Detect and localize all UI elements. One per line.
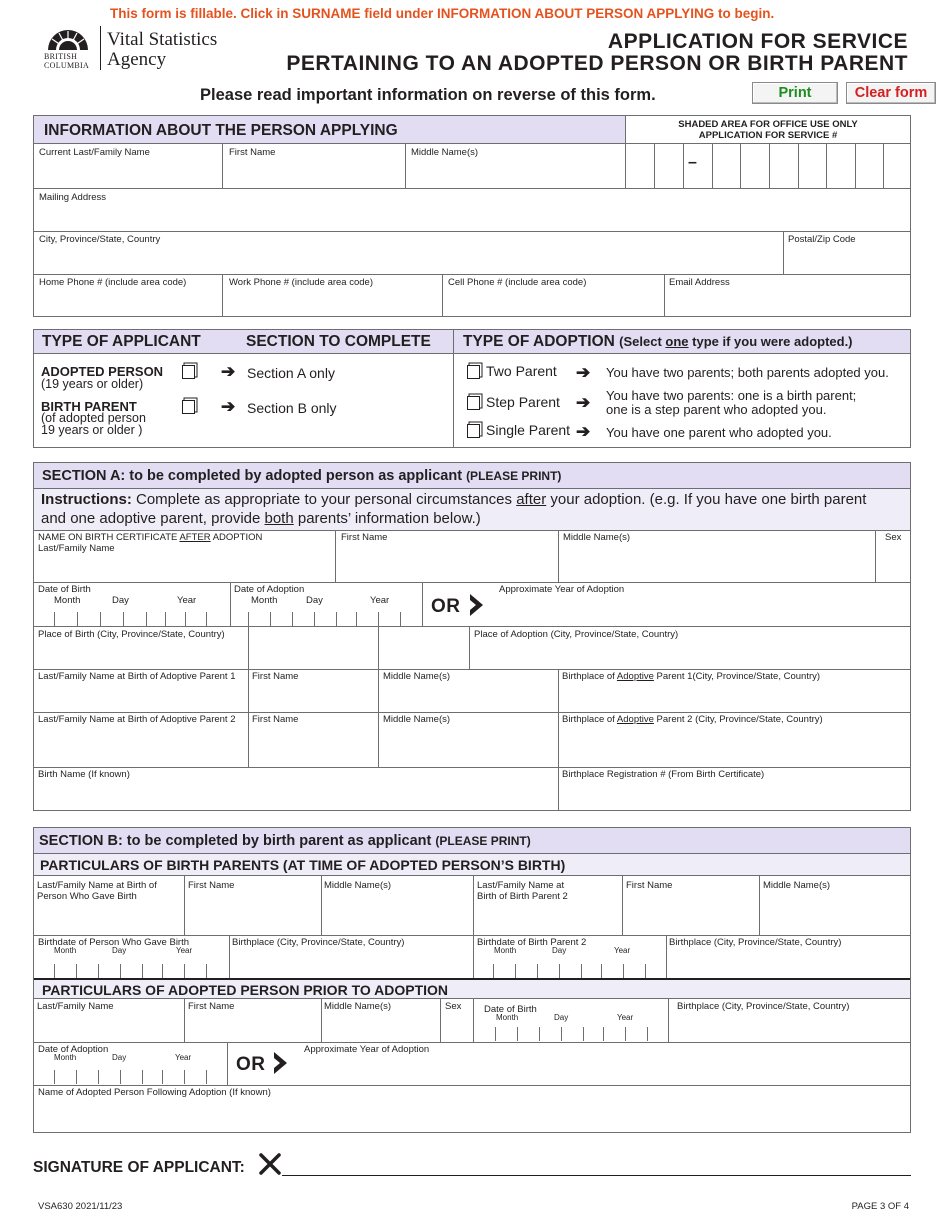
cert-middle-name-label: Middle Name(s): [563, 532, 631, 543]
cert-last-name-input[interactable]: [34, 555, 335, 582]
bp2-middle-input[interactable]: [760, 891, 910, 935]
particulars-parents-heading: PARTICULARS OF BIRTH PARENTS (AT TIME OF ADOPTED PERSON’S BIRTH): [34, 854, 910, 876]
bp2-day-label: Day: [552, 946, 567, 955]
read-info-note: Please read important information on reverse of this form.: [200, 86, 656, 104]
adopted-person-label: ADOPTED PERSON: [41, 364, 164, 379]
registration-number-input[interactable]: [559, 780, 910, 810]
bp2-birthplace-input[interactable]: [667, 948, 910, 978]
adopted-year-label: Year: [617, 1013, 634, 1022]
place-of-birth-input[interactable]: [34, 640, 248, 669]
arrow-right-icon: ➔: [576, 393, 591, 412]
step-parent-checkbox[interactable]: [467, 396, 480, 410]
section-a: [33, 462, 911, 811]
office-use-box: SHADED AREA FOR OFFICE USE ONLY APPLICATION FOR SERVICE # –: [625, 116, 910, 188]
doa-input[interactable]: [231, 608, 422, 626]
two-parent-label: Two Parent: [486, 363, 557, 379]
cell-phone-input[interactable]: [443, 287, 664, 316]
ap2-birthplace-label: Birthplace of Adoptive Parent 2 (City, Province/State, Country): [562, 714, 823, 725]
bp2-dob-input[interactable]: [474, 958, 666, 978]
ap1-middle-label: Middle Name(s): [383, 671, 451, 682]
adopted-person-sub: (19 years or older): [41, 377, 144, 391]
adopted-dob-label: Date of Birth: [484, 1004, 537, 1015]
form-code: VSA630 2021/11/23: [38, 1201, 123, 1212]
section-a-instructions: Instructions: Complete as appropriate to your personal circumstances after your adoption. (e.g. If you have one birth parent and one adoptive parent, provide both parents’ information below.): [34, 489, 910, 530]
bp2-first-input[interactable]: [623, 891, 759, 935]
adopted-month-label: Month: [496, 1013, 519, 1022]
adopted-last-input[interactable]: [34, 1012, 184, 1042]
chevron-right-icon: [468, 592, 486, 618]
ap2-birthplace-input[interactable]: [559, 725, 910, 767]
birth-section-b: Section B only: [247, 400, 337, 416]
sex-input[interactable]: [876, 543, 910, 582]
adopted-first-input[interactable]: [185, 1012, 321, 1042]
home-phone-label: Home Phone # (include area code): [39, 277, 187, 288]
adopted-sex-input[interactable]: [441, 1012, 473, 1042]
gave-birth-first-label: First Name: [188, 880, 235, 891]
bp2-dob-label: Birthdate of Birth Parent 2: [477, 937, 587, 948]
bp2-last-input[interactable]: [474, 903, 622, 935]
single-parent-label: Single Parent: [486, 422, 571, 438]
ap2-first-label: First Name: [252, 714, 299, 725]
bp2-last-label: Last/Family Name at Birth of Birth Parent 2: [477, 880, 568, 902]
applicant-heading: INFORMATION ABOUT THE PERSON APPLYING: [34, 116, 625, 144]
gave-birth-month-label: Month: [54, 946, 77, 955]
adopted-middle-label: Middle Name(s): [324, 1001, 392, 1012]
middle-name-label: Middle Name(s): [411, 147, 479, 158]
dob-year-label: Year: [177, 595, 197, 606]
single-parent-desc: You have one parent who adopted you.: [606, 425, 832, 440]
birth-parent-sub: (of adopted person 19 years or older ): [41, 411, 146, 437]
signature-x-icon: [258, 1153, 282, 1175]
adopted-dob-input[interactable]: [474, 1024, 668, 1042]
registration-number-label: Birthplace Registration # (From Birth Certificate): [562, 769, 765, 780]
page-number: PAGE 3 OF 4: [851, 1201, 909, 1212]
section-b: [33, 827, 911, 1133]
gave-birth-last-input[interactable]: [34, 903, 184, 935]
birth-name-label: Birth Name (If known): [38, 769, 130, 780]
place-of-adoption-input[interactable]: [470, 640, 910, 669]
signature-input[interactable]: [282, 1175, 911, 1176]
print-button[interactable]: Print: [752, 82, 838, 104]
dob-input[interactable]: [34, 608, 230, 626]
birth-parent-checkbox[interactable]: [182, 400, 195, 414]
sex-label: Sex: [885, 532, 902, 543]
bp2-middle-label: Middle Name(s): [763, 880, 831, 891]
step-parent-desc: You have two parents: one is a birth parent; one is a step parent who adopted you.: [606, 388, 857, 417]
chevron-right-icon: [272, 1050, 290, 1076]
work-phone-label: Work Phone # (include area code): [229, 277, 373, 288]
ap1-birthplace-label: Birthplace of Adoptive Parent 1(City, Province/State, Country): [562, 671, 821, 682]
logo-province: BRITISH COLUMBIA: [44, 52, 90, 70]
b-doa-day-label: Day: [112, 1053, 127, 1062]
gave-birth-middle-label: Middle Name(s): [324, 880, 392, 891]
gave-birth-middle-input[interactable]: [322, 891, 473, 935]
b-approx-year-label: Approximate Year of Adoption: [304, 1044, 430, 1055]
office-dash: –: [688, 154, 697, 171]
ap2-last-label: Last/Family Name at Birth of Adoptive Parent 2: [38, 714, 236, 725]
ap1-birthplace-input[interactable]: [559, 682, 910, 712]
doa-label: Date of Adoption: [234, 584, 305, 595]
ap2-first-input[interactable]: [249, 725, 378, 767]
email-input[interactable]: [665, 287, 910, 316]
bp2-year-label: Year: [614, 946, 631, 955]
name-following-label: Name of Adopted Person Following Adoption (If known): [38, 1087, 271, 1098]
surname-label: Current Last/Family Name: [39, 147, 150, 158]
mailing-address-input[interactable]: [34, 202, 910, 230]
work-phone-input[interactable]: [223, 287, 442, 316]
birth-parent-label: BIRTH PARENT: [41, 399, 137, 414]
surname-input[interactable]: [34, 156, 222, 188]
cert-name-label: NAME ON BIRTH CERTIFICATE AFTER ADOPTION Last/Family Name: [38, 532, 263, 554]
single-parent-checkbox[interactable]: [467, 424, 480, 438]
gave-birth-first-input[interactable]: [185, 891, 321, 935]
gave-birth-last-label: Last/Family Name at Birth of Person Who Gave Birth: [37, 880, 157, 902]
adopted-first-label: First Name: [188, 1001, 235, 1012]
form-title-line1: APPLICATION FOR SERVICE: [607, 30, 908, 53]
two-parent-desc: You have two parents; both parents adopted you.: [606, 365, 889, 380]
arrow-right-icon: ➔: [221, 362, 236, 381]
ap1-last-input[interactable]: [34, 682, 248, 712]
postal-code-input[interactable]: [784, 244, 910, 273]
doa-day-label: Day: [306, 595, 323, 606]
arrow-right-icon: ➔: [576, 422, 591, 441]
adopted-section-a: Section A only: [247, 365, 335, 381]
b-or-label: OR: [236, 1054, 266, 1075]
arrow-right-icon: ➔: [221, 397, 236, 416]
ap2-last-input[interactable]: [34, 725, 248, 767]
form-title-line2: PERTAINING TO AN ADOPTED PERSON OR BIRTH PARENT: [286, 52, 908, 75]
particulars-adopted-heading: PARTICULARS OF ADOPTED PERSON PRIOR TO ADOPTION: [34, 978, 910, 999]
two-parent-checkbox[interactable]: [467, 365, 480, 379]
fillable-notice: This form is fillable. Click in SURNAME field under INFORMATION ABOUT PERSON APPLYING to begin.: [110, 6, 775, 21]
place-of-adoption-label: Place of Adoption (City, Province/State, Country): [474, 629, 679, 640]
name-following-input[interactable]: [34, 1098, 910, 1132]
cert-first-name-input[interactable]: [336, 543, 558, 582]
postal-code-label: Postal/Zip Code: [788, 234, 856, 245]
logo-agency: Vital Statistics Agency: [107, 29, 218, 70]
adopted-last-label: Last/Family Name: [37, 1001, 114, 1012]
gave-birth-year-label: Year: [176, 946, 193, 955]
adopted-sex-label: Sex: [445, 1001, 462, 1012]
adopted-person-checkbox[interactable]: [182, 365, 195, 379]
gave-birth-birthplace-label: Birthplace (City, Province/State, Country): [232, 937, 405, 948]
b-doa-label: Date of Adoption: [38, 1044, 109, 1055]
approx-year-input[interactable]: [494, 596, 910, 626]
gave-birth-dob-label: Birthdate of Person Who Gave Birth: [38, 937, 190, 948]
type-of-applicant-heading: TYPE OF APPLICANT: [42, 333, 201, 350]
cert-first-name-label: First Name: [341, 532, 388, 543]
type-of-adoption-heading: TYPE OF ADOPTION (Select one type if you were adopted.): [463, 333, 853, 350]
section-a-heading: SECTION A: to be completed by adopted person as applicant (PLEASE PRINT): [34, 463, 910, 489]
bc-sun-logo-icon: [44, 24, 92, 52]
bp2-birthplace-label: Birthplace (City, Province/State, Country): [669, 937, 842, 948]
ap2-middle-input[interactable]: [379, 725, 558, 767]
approx-year-label: Approximate Year of Adoption: [499, 584, 625, 595]
gave-birth-dob-input[interactable]: [34, 958, 229, 978]
b-doa-input[interactable]: [34, 1066, 227, 1085]
place-of-birth-label: Place of Birth (City, Province/State, Country): [38, 629, 225, 640]
first-name-label: First Name: [229, 147, 276, 158]
ap1-middle-input[interactable]: [379, 682, 558, 712]
adopted-birthplace-label: Birthplace (City, Province/State, Country): [677, 1001, 850, 1012]
section-b-heading: SECTION B: to be completed by birth parent as applicant (PLEASE PRINT): [34, 828, 910, 854]
bp2-month-label: Month: [494, 946, 517, 955]
dob-month-label: Month: [54, 595, 81, 606]
b-doa-month-label: Month: [54, 1053, 77, 1062]
middle-name-input[interactable]: [406, 156, 625, 188]
doa-year-label: Year: [370, 595, 390, 606]
type-header: [34, 330, 910, 354]
city-input[interactable]: [34, 244, 783, 273]
ap1-first-input[interactable]: [249, 682, 378, 712]
applicant-type-section: [33, 329, 911, 448]
dob-day-label: Day: [112, 595, 129, 606]
section-to-complete-heading: SECTION TO COMPLETE: [246, 333, 431, 350]
ap1-last-label: Last/Family Name at Birth of Adoptive Parent 1: [38, 671, 236, 682]
clear-form-button[interactable]: Clear form: [846, 82, 936, 104]
city-label: City, Province/State, Country: [39, 234, 161, 245]
signature-label: SIGNATURE OF APPLICANT:: [33, 1159, 245, 1176]
adopted-middle-input[interactable]: [322, 1012, 440, 1042]
ap2-middle-label: Middle Name(s): [383, 714, 451, 725]
adopted-day-label: Day: [554, 1013, 569, 1022]
logo-divider: [100, 26, 101, 70]
or-label: OR: [431, 596, 461, 617]
mailing-address-label: Mailing Address: [39, 192, 107, 203]
dob-label: Date of Birth: [38, 584, 91, 595]
cert-middle-name-input[interactable]: [559, 543, 875, 582]
gave-birth-day-label: Day: [112, 946, 127, 955]
adopted-birthplace-input[interactable]: [669, 1012, 910, 1042]
email-label: Email Address: [669, 277, 730, 288]
bp2-first-label: First Name: [626, 880, 673, 891]
doa-month-label: Month: [251, 595, 278, 606]
arrow-right-icon: ➔: [576, 363, 591, 382]
first-name-input[interactable]: [223, 156, 405, 188]
cell-phone-label: Cell Phone # (include area code): [448, 277, 587, 288]
b-approx-year-input[interactable]: [299, 1056, 910, 1085]
applicant-info-section: [33, 115, 911, 317]
birth-name-input[interactable]: [34, 780, 558, 810]
gave-birth-birthplace-input[interactable]: [230, 948, 473, 978]
step-parent-label: Step Parent: [486, 394, 560, 410]
b-doa-year-label: Year: [175, 1053, 192, 1062]
ap1-first-label: First Name: [252, 671, 299, 682]
home-phone-input[interactable]: [34, 287, 222, 316]
